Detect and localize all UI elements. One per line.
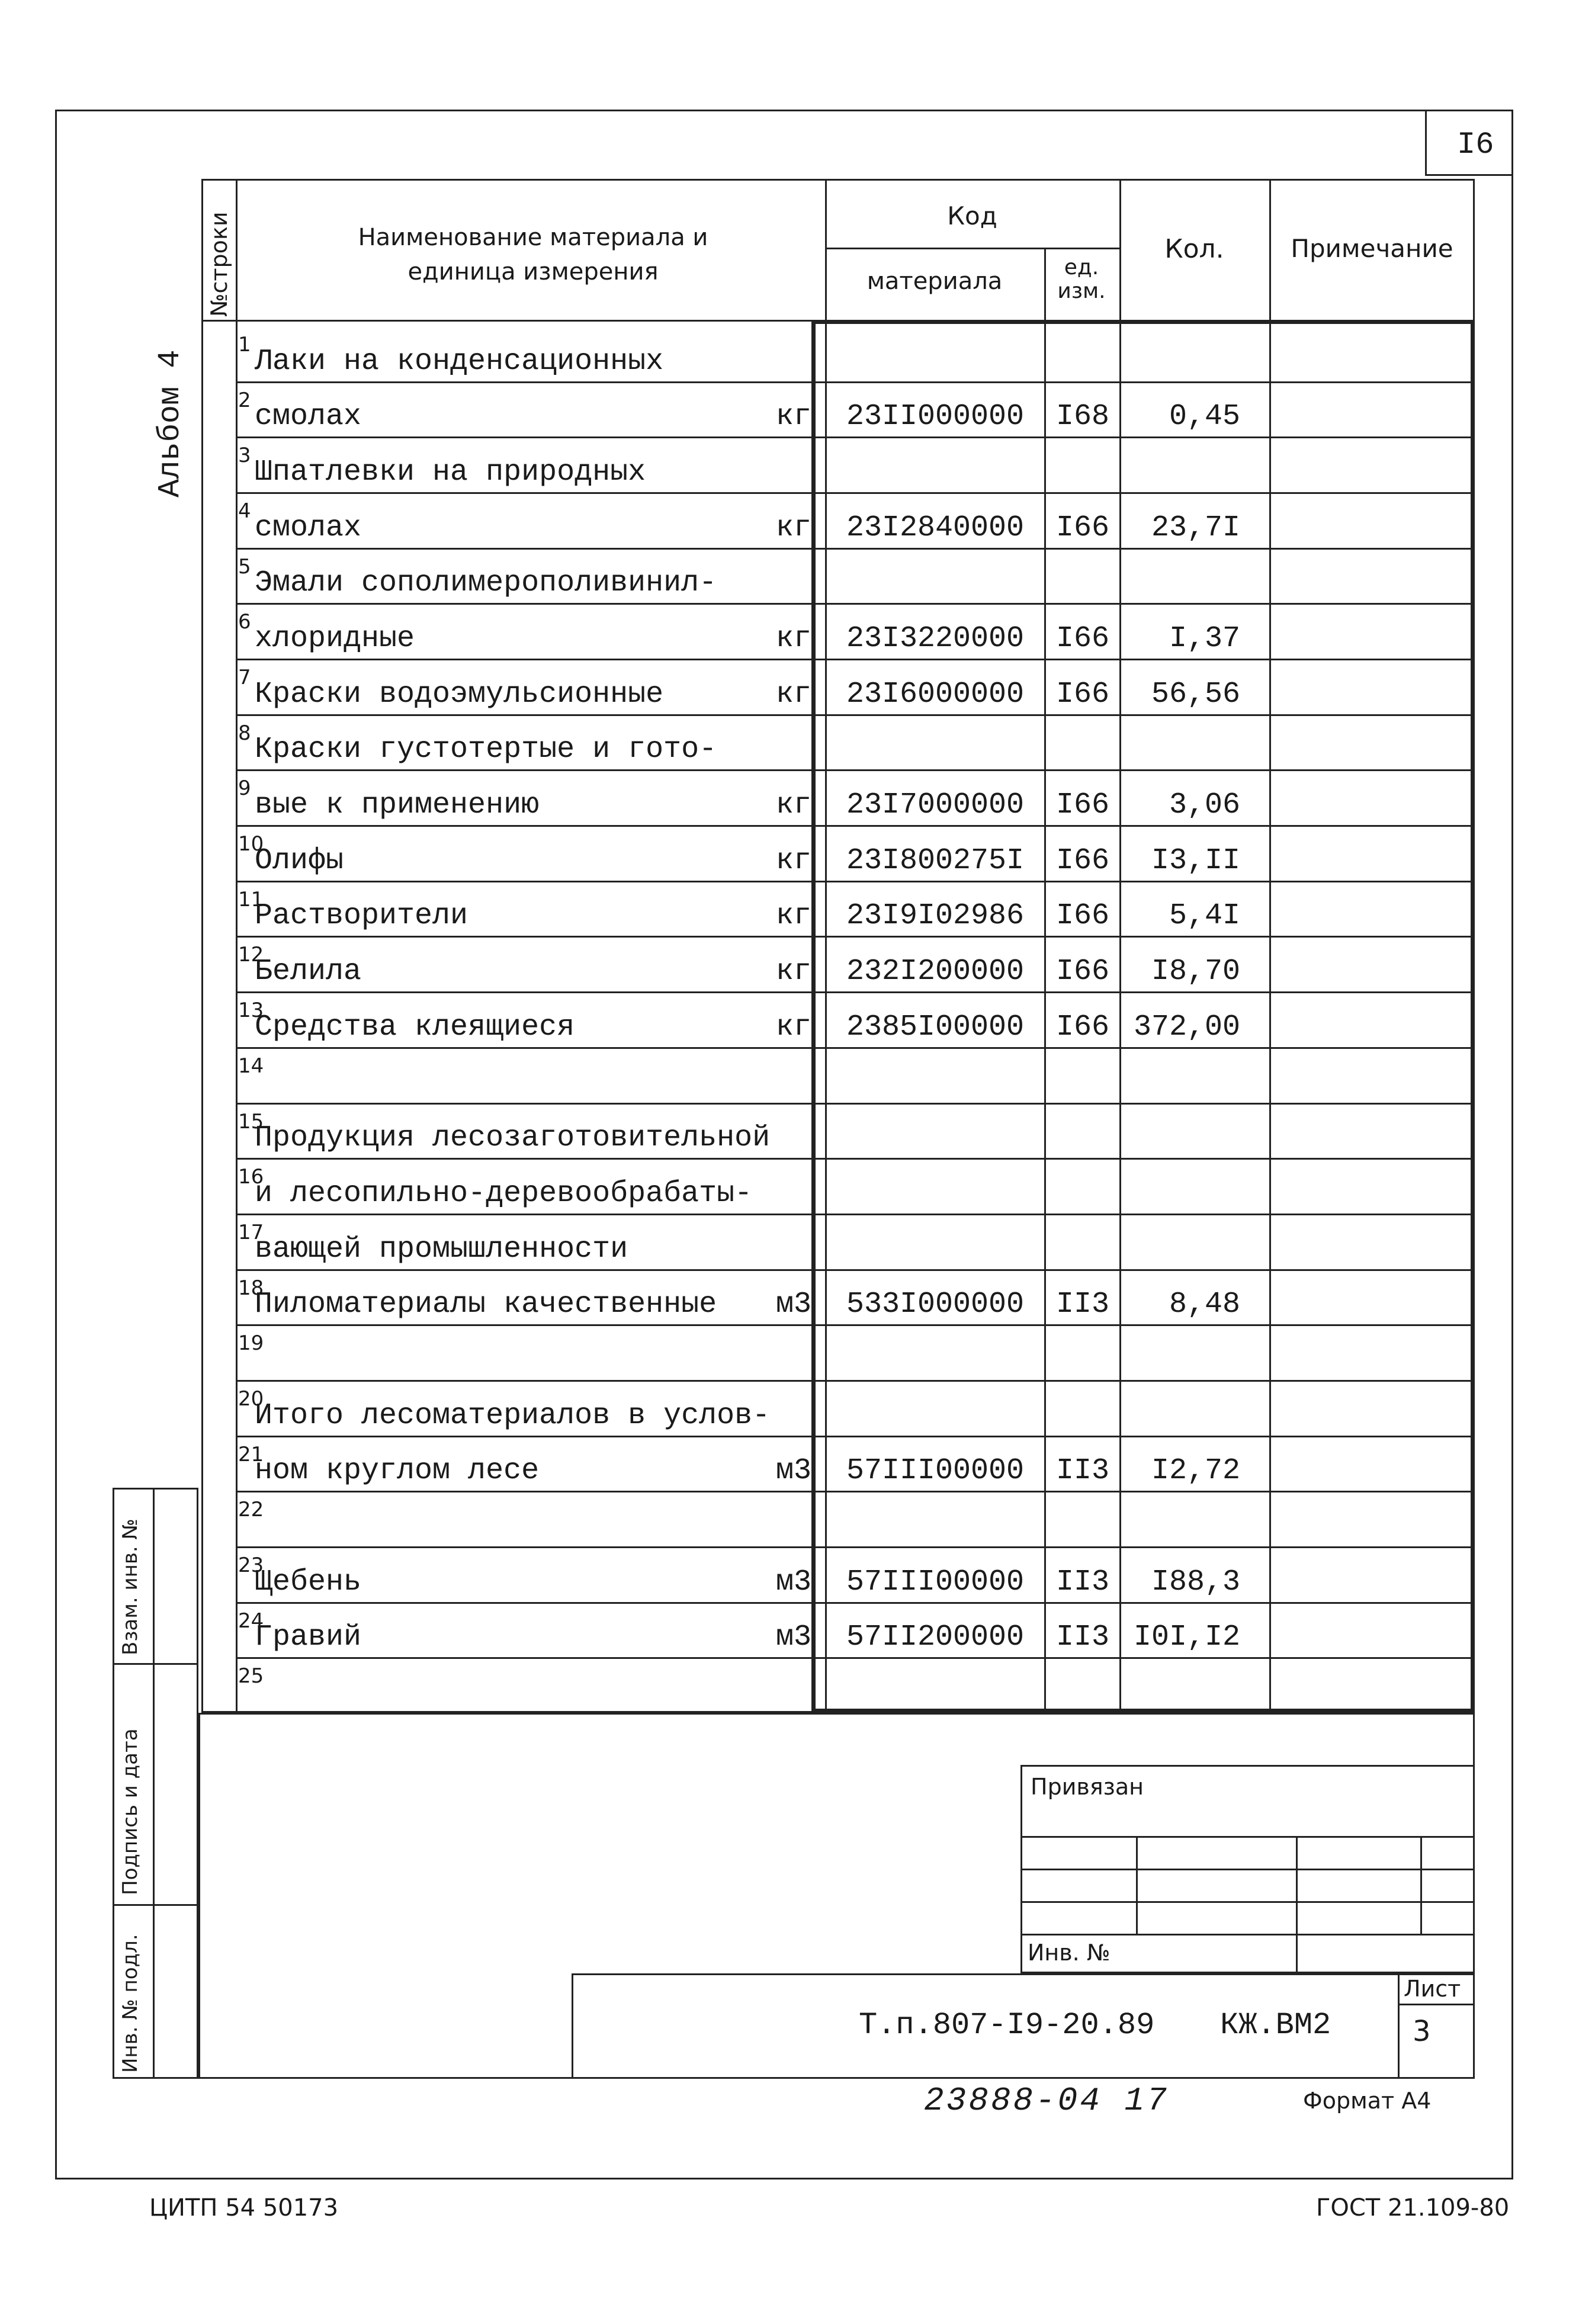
row-number: 13 <box>238 999 264 1023</box>
row-divider <box>236 1269 1475 1271</box>
row-divider <box>236 825 1475 827</box>
inv-no-label: Инв. № <box>1028 1940 1111 1966</box>
material-name: Шпатлевки на природных <box>255 455 646 490</box>
col-qty <box>1119 179 1121 1713</box>
quantity: 3,06 <box>1169 788 1240 823</box>
privyazan-v3 <box>1420 1836 1422 1934</box>
code-split <box>825 248 1119 249</box>
header-name: Наименование материала и единица измерения <box>358 224 708 285</box>
unit-name: кг <box>775 511 811 545</box>
row-number: 21 <box>238 1442 264 1466</box>
material-code: 23I3220000 <box>846 622 1025 656</box>
unit-name: кг <box>775 1010 811 1044</box>
row-number: 7 <box>238 666 251 690</box>
material-code: 57III00000 <box>846 1454 1025 1488</box>
row-divider <box>236 1103 1475 1105</box>
row-divider <box>236 991 1475 993</box>
unit-code: I66 <box>1055 899 1109 933</box>
header-code-unit: ед. изм. <box>1057 255 1106 303</box>
material-name: вающей промышленности <box>255 1232 628 1266</box>
material-name: Гравий <box>255 1620 362 1655</box>
row-number: 11 <box>238 887 264 911</box>
header-rowno: №строки <box>206 211 232 317</box>
row-divider <box>236 659 1475 660</box>
privyazan-h4 <box>1020 1934 1475 1935</box>
row-divider <box>236 1158 1475 1160</box>
quantity: I3,II <box>1151 843 1240 878</box>
material-name: вые к применению <box>255 788 540 823</box>
material-code: 57II200000 <box>846 1620 1025 1655</box>
row-divider <box>236 1324 1475 1326</box>
col-rowno <box>236 179 238 1713</box>
handwritten-number: 23888-04 17 <box>924 2082 1169 2120</box>
side-stamp-sep1 <box>113 1663 198 1665</box>
row-divider <box>236 548 1475 550</box>
material-name: и лесопильно-деревообрабаты- <box>255 1176 753 1211</box>
row-divider <box>236 1214 1475 1215</box>
row-divider <box>236 1380 1475 1382</box>
material-name: смолах <box>255 400 362 434</box>
material-name: Пиломатериалы качественные <box>255 1288 717 1322</box>
unit-code: I68 <box>1055 400 1109 434</box>
sheet-h <box>1398 2004 1475 2005</box>
sheet-number: 3 <box>1413 2015 1431 2048</box>
unit-code: I66 <box>1055 955 1109 989</box>
material-code: 23II000000 <box>846 400 1025 434</box>
quantity: I8,70 <box>1151 955 1240 989</box>
row-number: 2 <box>238 388 251 412</box>
header-bottom <box>201 320 1475 322</box>
quantity: 8,48 <box>1169 1288 1240 1322</box>
unit-name: кг <box>775 622 811 656</box>
unit-name: м3 <box>775 1620 811 1655</box>
row-number: 5 <box>238 554 251 579</box>
material-name: Щебень <box>255 1565 362 1599</box>
privyazan-h3 <box>1020 1901 1475 1903</box>
row-number: 22 <box>238 1498 264 1522</box>
material-code: 57III00000 <box>846 1565 1025 1599</box>
material-code: 23I6000000 <box>846 677 1025 711</box>
quantity: I2,72 <box>1151 1454 1240 1488</box>
material-code: 23I800275I <box>846 843 1025 878</box>
sheet-divider <box>1398 1973 1400 2079</box>
footer-right: ГОСТ 21.109-80 <box>1316 2194 1510 2222</box>
material-code: 2385I00000 <box>846 1010 1025 1044</box>
unit-code: II3 <box>1055 1454 1109 1488</box>
material-code: 232I200000 <box>846 955 1025 989</box>
material-name: Краски густотертые и гото- <box>255 733 717 767</box>
row-divider <box>236 1602 1475 1604</box>
privyazan-v2 <box>1296 1836 1298 1973</box>
unit-code: I66 <box>1055 511 1109 545</box>
row-divider <box>236 1657 1475 1659</box>
row-number: 17 <box>238 1220 264 1244</box>
stamp-podpis: Подпись и дата <box>118 1728 142 1895</box>
quantity: 56,56 <box>1151 677 1240 711</box>
row-number: 3 <box>238 444 251 468</box>
row-number: 1 <box>238 333 251 357</box>
row-divider <box>236 1546 1475 1548</box>
material-name: Продукция лесозаготовительной <box>255 1121 771 1155</box>
row-number: 8 <box>238 721 251 745</box>
unit-name: м3 <box>775 1454 811 1488</box>
row-divider <box>236 769 1475 771</box>
row-divider <box>236 492 1475 494</box>
material-name: Олифы <box>255 843 344 878</box>
stamp-inv-podl: Инв. № подл. <box>118 1934 142 2073</box>
material-code: 23I7000000 <box>846 788 1025 823</box>
format-label: Формат А4 <box>1303 2088 1432 2114</box>
unit-code: II3 <box>1055 1620 1109 1655</box>
material-name: смолах <box>255 511 362 545</box>
row-number: 9 <box>238 776 251 801</box>
material-name: Итого лесоматериалов в услов- <box>255 1398 771 1433</box>
unit-code: I66 <box>1055 1010 1109 1044</box>
privyazan-label: Привязан <box>1031 1774 1144 1800</box>
row-number: 10 <box>238 832 264 856</box>
unit-code: II3 <box>1055 1288 1109 1322</box>
quantity: I88,3 <box>1151 1565 1240 1599</box>
material-name: Белила <box>255 955 362 989</box>
privyazan-h1 <box>1020 1836 1475 1838</box>
unit-name: м3 <box>775 1288 811 1322</box>
row-divider <box>236 603 1475 605</box>
unit-code: I66 <box>1055 788 1109 823</box>
unit-name: кг <box>775 788 811 823</box>
side-stamp-divider <box>153 1488 155 2079</box>
sheet-label: Лист <box>1404 1976 1461 2002</box>
footer-left: ЦИТП 54 50173 <box>149 2194 339 2222</box>
row-number: 20 <box>238 1386 264 1411</box>
row-number: 14 <box>238 1054 264 1078</box>
unit-name: кг <box>775 677 811 711</box>
row-divider <box>236 1047 1475 1049</box>
material-code: 533I000000 <box>846 1288 1025 1322</box>
material-code: 23I2840000 <box>846 511 1025 545</box>
quantity: 0,45 <box>1169 400 1240 434</box>
quantity: 5,4I <box>1169 899 1240 933</box>
quantity: 372,00 <box>1133 1010 1240 1044</box>
quantity: I,37 <box>1169 622 1240 656</box>
row-number: 19 <box>238 1331 264 1356</box>
row-divider <box>236 936 1475 938</box>
unit-name: м3 <box>775 1565 811 1599</box>
unit-name: кг <box>775 843 811 878</box>
material-name: Краски водоэмульсионные <box>255 677 664 711</box>
unit-code: I66 <box>1055 677 1109 711</box>
row-divider <box>236 1491 1475 1492</box>
unit-name: кг <box>775 899 811 933</box>
row-number: 6 <box>238 610 251 634</box>
unit-code: I66 <box>1055 622 1109 656</box>
row-divider <box>236 714 1475 716</box>
header-code: Код <box>947 201 997 230</box>
material-code: 23I9I02986 <box>846 899 1025 933</box>
row-number: 4 <box>238 499 251 524</box>
unit-name: кг <box>775 955 811 989</box>
material-name: Лаки на конденсационных <box>255 344 664 378</box>
row-number: 15 <box>238 1109 264 1134</box>
row-number: 16 <box>238 1165 264 1189</box>
material-name: Растворители <box>255 899 468 933</box>
row-number: 25 <box>238 1664 264 1689</box>
doc-code: КЖ.ВМ2 <box>1220 2008 1331 2043</box>
unit-code: I66 <box>1055 843 1109 878</box>
row-number: 12 <box>238 943 264 967</box>
quantity: 23,7I <box>1151 511 1240 545</box>
row-divider <box>236 381 1475 383</box>
material-name: хлоридные <box>255 622 415 656</box>
quantity: I0I,I2 <box>1133 1620 1240 1655</box>
privyazan-v1 <box>1136 1836 1138 1934</box>
row-number: 18 <box>238 1276 264 1300</box>
material-name: Эмали сополимерополивинил- <box>255 566 717 601</box>
header-qty: Кол. <box>1164 234 1224 264</box>
privyazan-h2 <box>1020 1869 1475 1870</box>
designation: Т.п.807-I9-20.89 <box>859 2008 1155 2043</box>
unit-code: II3 <box>1055 1565 1109 1599</box>
row-divider <box>236 1436 1475 1437</box>
row-number: 23 <box>238 1553 264 1577</box>
material-name: Средства клеящиеся <box>255 1010 575 1044</box>
page-number: I6 <box>1457 127 1494 162</box>
row-divider <box>236 881 1475 882</box>
unit-name: кг <box>775 400 811 434</box>
side-stamp-sep2 <box>113 1904 198 1906</box>
header-code-material: материала <box>866 268 1003 295</box>
col-note <box>1269 179 1271 1713</box>
stamp-vzam: Взам. инв. № <box>118 1519 142 1655</box>
material-name: ном круглом лесе <box>255 1454 540 1488</box>
header-note: Примечание <box>1291 234 1453 263</box>
album-label: Альбом 4 <box>153 349 188 497</box>
row-number: 24 <box>238 1609 264 1633</box>
row-divider <box>236 436 1475 438</box>
